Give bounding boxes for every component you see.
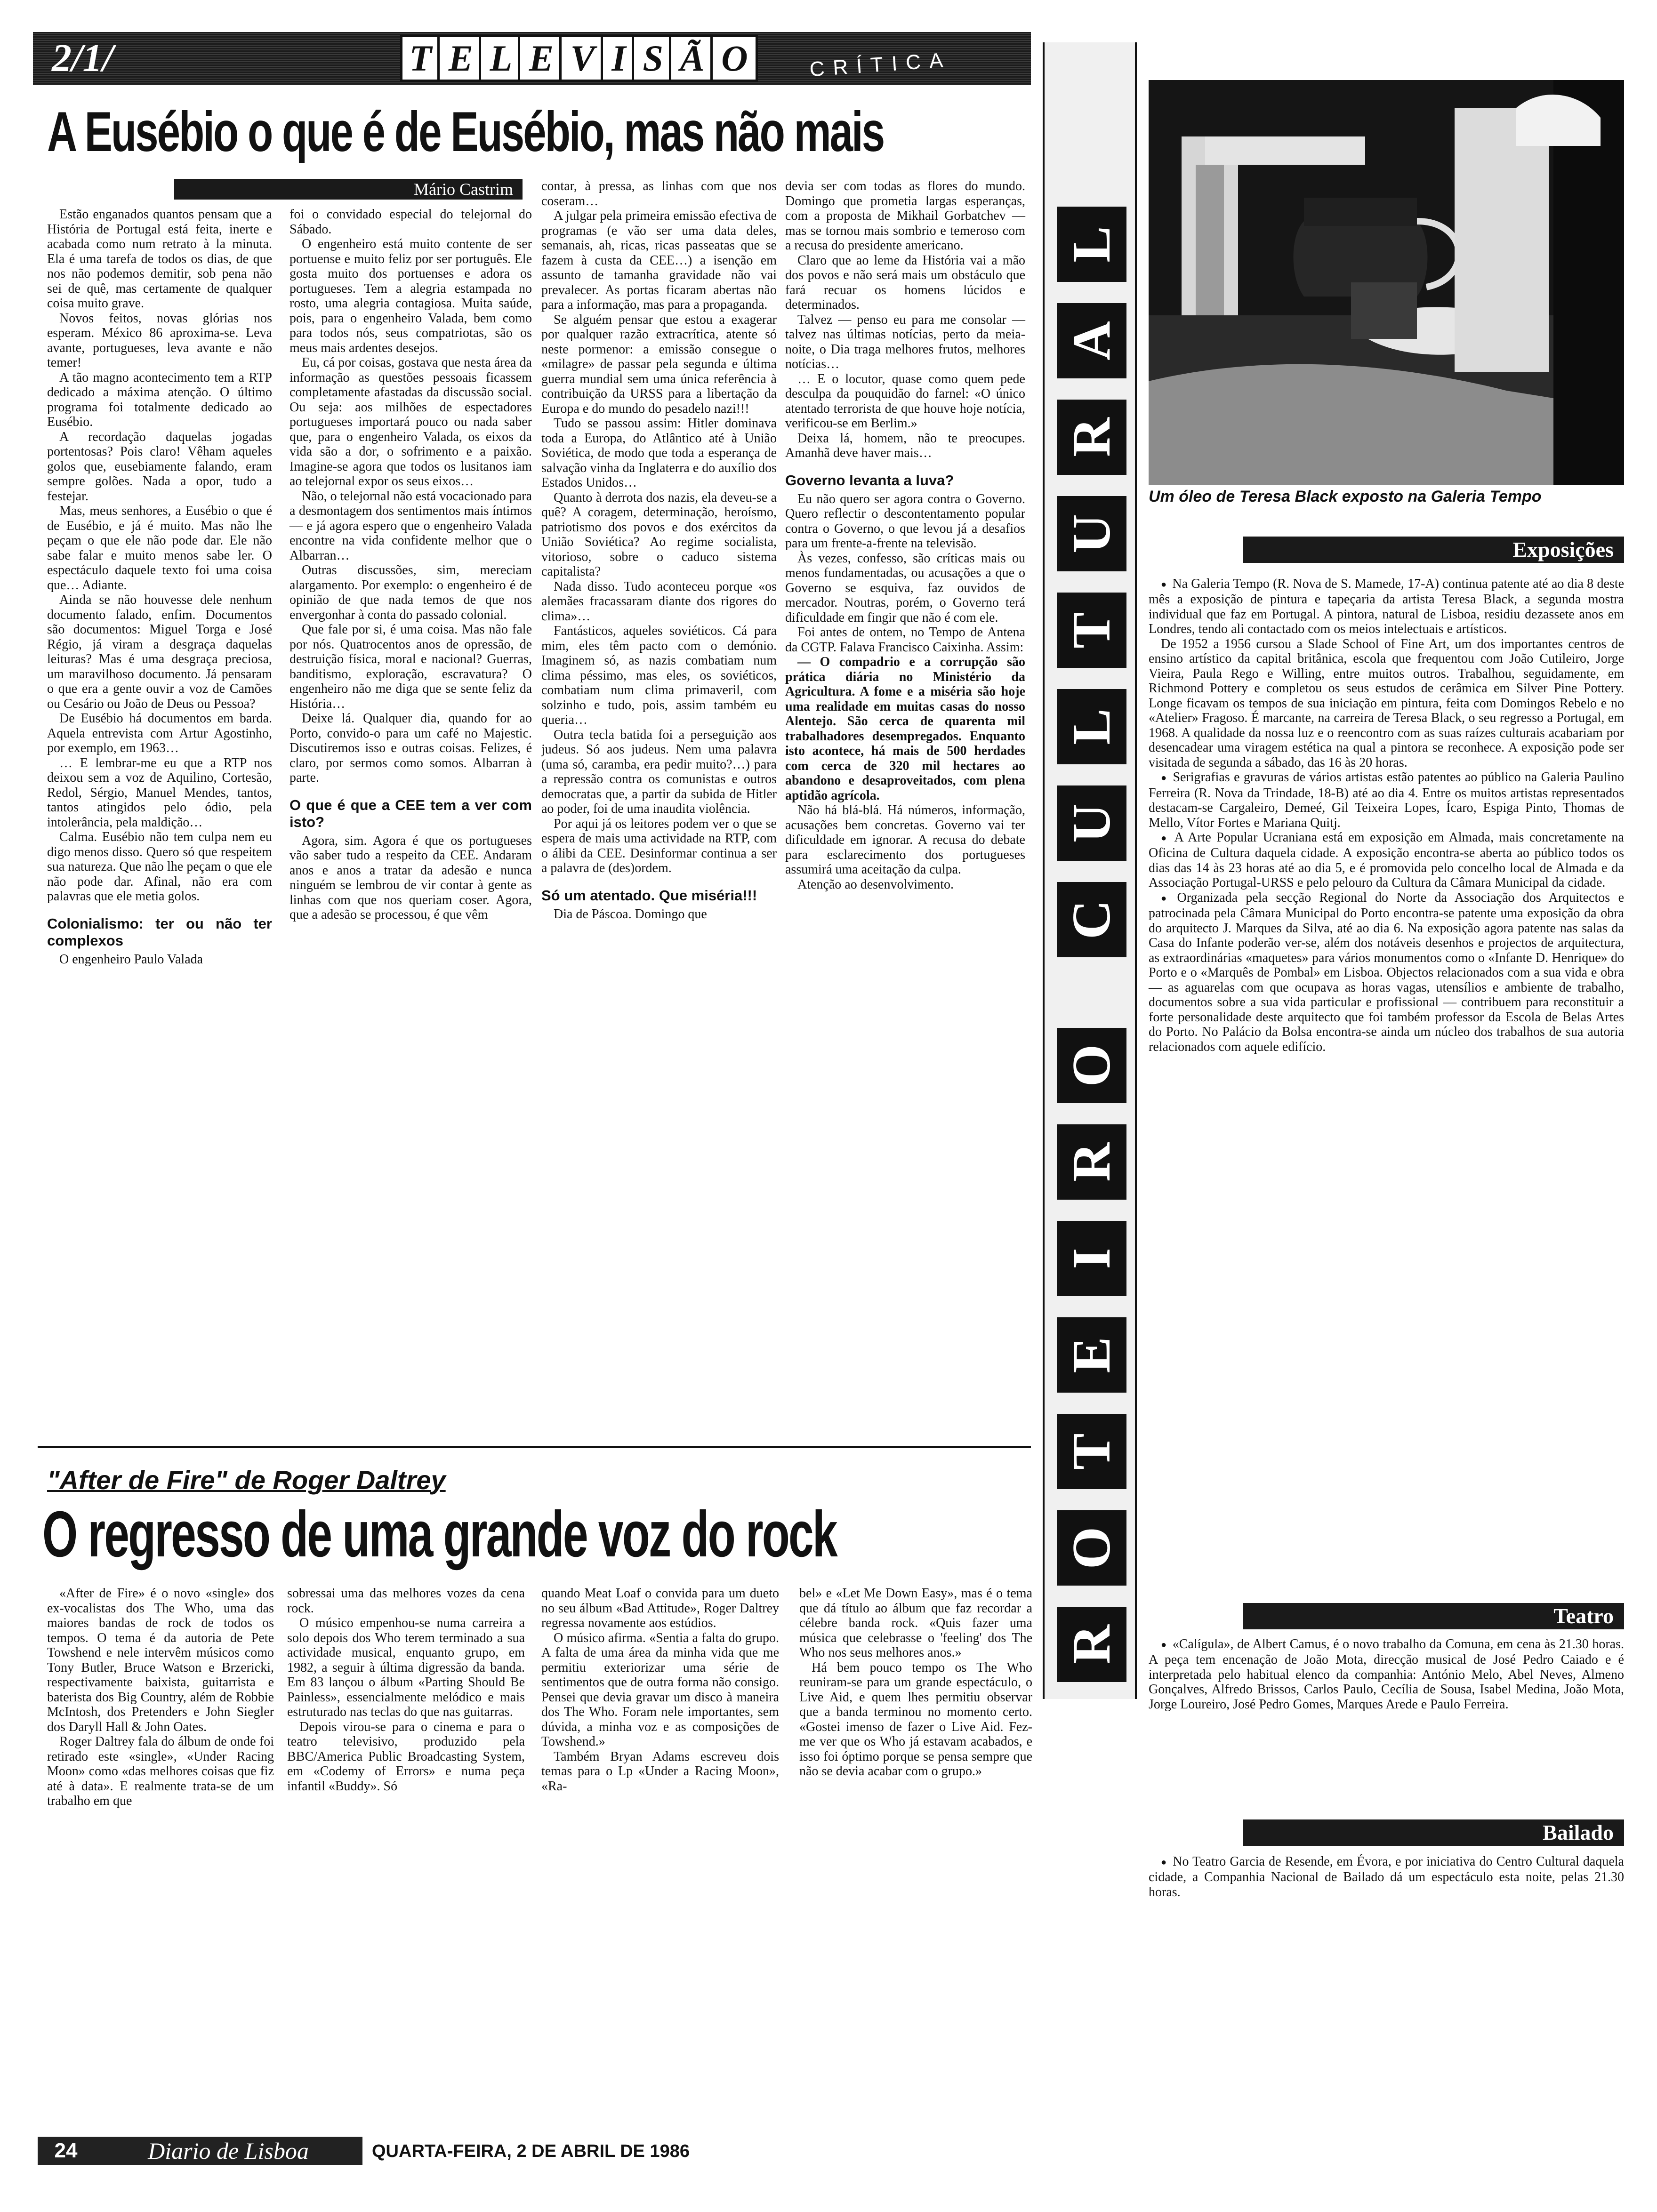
section-bar-teatro: Teatro — [1243, 1603, 1624, 1629]
section-divider — [38, 1446, 1031, 1448]
issue-date: QUARTA-FEIRA, 2 DE ABRIL DE 1986 — [372, 2141, 690, 2161]
band-letter: O — [1057, 1510, 1126, 1586]
article1-byline: Mário Castrim — [174, 179, 523, 200]
paragraph: foi o convidado especial do telejornal do Sábado. — [290, 207, 532, 237]
band-letter: I — [1057, 1221, 1126, 1296]
paragraph: quando Meat Loaf o convida para um dueto no seu álbum «Bad Attitude», Roger Daltrey regressa novamente aos estúdios. — [541, 1586, 779, 1630]
paragraph: Não, o telejornal não está vocacionado para a desmontagem dos sentimentos mais íntimos — e já agora espero que o engenheiro Valada encontre na vida confidente melhor que o Albarran… — [290, 489, 532, 563]
band-letter: L — [1057, 207, 1126, 282]
paragraph: O engenheiro está muito contente de ser portuense e muito feliz por ser português. Ele gosta muito dos portuenses e adora os portugueses. Tem a alegria estampada no rosto, uma alegria contagiosa. Muita saúde, pois, para o engenheiro Valada, bem como para todos nós, seus compatriotas, são os meus mais ardentes desejos. — [290, 237, 532, 355]
band-letter: C — [1057, 882, 1126, 957]
band-letter: U — [1057, 496, 1126, 571]
paragraph: Outras discussões, sim, mereciam alargamento. Por exemplo: o engenheiro é de opinião de que nada temos de que nos envergonhar à conta do passado colonial. — [290, 563, 532, 622]
paragraph: Depois virou-se para o cinema e para o teatro televisivo, produzido pela BBC/America Public Broadcasting System, em «Codemy of Errors» e numa peça infantil «Buddy». Só — [287, 1719, 525, 1794]
article1-column-1 — [47, 207, 272, 967]
paragraph: Novos feitos, novas glórias nos esperam. México 86 aproxima-se. Leva avante, portugueses, leva avante e não temer! — [47, 311, 272, 370]
band-letter: A — [1057, 303, 1126, 378]
paragraph: Eu, cá por coisas, gostava que nesta área da informação as questões pessoais ficassem completamente afastadas da discussão social. Ou seja: aos milhões de espectadores portugueses importará pouco ou nada saber que, para o engenheiro Valada, os eixos da vida são a dor, o sofrimento e a paixão. Imagine-se agora que todos os lusitanos iam ao telejornal expor os seus eixos… — [290, 355, 532, 489]
teatro-text — [1149, 1637, 1624, 1712]
article2-kicker: "After de Fire" de Roger Daltrey — [47, 1465, 446, 1495]
paragraph: Dia de Páscoa. Domingo que — [554, 906, 707, 922]
band-letter: R — [1057, 1607, 1126, 1682]
article1-headline: A Eusébio o que é de Eusébio, mas não mais — [47, 100, 884, 163]
band-letter: R — [1057, 400, 1126, 475]
paragraph: Que fale por si, é uma coisa. Mas não fale por nós. Quatrocentos anos de opressão, de destruição física, moral e nacional? Guerras, banditismo, exploração, escravatura? O engenheiro não me diga que se sente feliz da História… — [290, 622, 532, 711]
bailado-text — [1149, 1854, 1624, 1899]
paragraph: Estão enganados quantos pensam que a História de Portugal está feita, inerte e acabada como num retrato à la minuta. Ela é uma tarefa de todos os dias, de que nos não podemos demitir, sob pena não sei de quê, mas certamente de qualquer coisa muito grave. — [47, 207, 272, 311]
paragraph: Roger Daltrey fala do álbum de onde foi retirado este «single», «Under Racing Moon» como «das melhores coisas que fiz até à data». E realmente trata-se de um trabalho em que — [47, 1734, 274, 1808]
paragraph: Claro que ao leme da História vai a mão dos povos e não será mais um obstáculo que fará recuar os homens lúcidos e determinados. — [785, 253, 1025, 312]
section-title-letter: O — [721, 38, 749, 79]
paragraph: sobressai uma das melhores vozes da cena rock. — [287, 1586, 525, 1616]
paragraph: Agora, sim. Agora é que os portugueses vão saber tudo a respeito da CEE. Andaram anos e anos a tratar da adesão e nunca ninguém se lembrou de vir contar à gente as linhas com que nos queriam coser. Agora, que a adesão se processou, é que vêm — [290, 833, 532, 922]
band-letter: T — [1057, 1414, 1126, 1489]
subheading: Governo levanta a luva? — [785, 472, 954, 489]
roteiro-cultural-band — [1043, 42, 1137, 1699]
paragraph: Não há blá-blá. Há números, informação, acusações bem concretas. Governo vai ter dificuldade em ignorar. A recusa do debate para esclarecimento dos portugueses assumirá uma aceitação da culpa. — [785, 803, 1025, 877]
paragraph: De 1952 a 1956 cursou a Slade School of Fine Art, um dos importantes centros de ensino artístico da capital britânica, escola que frequentou com João Cutileiro, Jorge Vieira, Paula Rego e Willing, entre muitos outros. Trabalhou, seguidamente, em Richmond Pottery e completou os seus estudos de cerâmica em Silver Pine Pottery. Longe ficavam os tempos de sua iniciação em pintura, feita com Domingos Rebelo e no «Atelier» Fragoso. É marcante, na carreira de Teresa Black, o seu regresso a Portugal, em 1968. A qualidade da nossa luz e o reencontro com as suas raízes culturais acabariam por desencadear uma viragem estética na qual a pintora se reconhece. A exposição pode ser visitada de segunda a sábado, das 16 às 20 horas. — [1149, 636, 1624, 770]
section-title-letter: L — [485, 37, 520, 80]
paragraph: Há bem pouco tempo os The Who reuniram-se para um grande espectáculo, o Live Aid, e quem lhes permitiu observar que a banda terminou no momento certo. «Gostei imenso de fazer o Live Aid. Fez-me ver que os Who já estavam acabados, e isso foi óptimo porque se pensa sempre que não se devia acabar com o grupo.» — [799, 1660, 1032, 1779]
paragraph: Quanto à derrota dos nazis, ela deveu-se a quê? A coragem, determinação, heroísmo, patriotismo dos povos e dos exércitos da União Soviética? Ao regime socialista, vitorioso, sobre o caduco sistema capitalista? — [541, 490, 777, 579]
band-letter: U — [1057, 785, 1126, 861]
paragraph: Nada disso. Tudo aconteceu porque «os alemães fracassaram diante dos rigores do clima»… — [541, 579, 777, 624]
paragraph: O engenheiro Paulo Valada — [59, 952, 203, 967]
subheading: O que é que a CEE tem a ver com isto? — [290, 796, 532, 830]
paragraph: Se alguém pensar que estou a exagerar por qualquer razão extracrítica, atente só neste pormenor: a emissão consegue o «milagre» de passar pela segunda e última guerra mundial sem uma única referência à contribuição da URSS para a libertação da Europa e do mundo do pesadelo nazi!!! — [541, 312, 777, 416]
paragraph: … E lembrar-me eu que a RTP nos deixou sem a voz de Aquilino, Cortesão, Redol, Sérgio, Manuel Mendes, tantos, tantos atingidos pelo ódio, pela intolerância, pela maldição… — [47, 755, 272, 830]
listing-item: ● No Teatro Garcia de Resende, em Évora, e por iniciativa do Centro Cultural daquela cidade, a Companhia Nacional de Bailado dá um espectáculo esta noite, pelas 21.30 horas. — [1149, 1854, 1624, 1899]
section-title-letter: V — [566, 37, 603, 80]
paragraph: A julgar pela primeira emissão efectiva de programas (e vão ser uma data deles, semanais, ah, ricas, ricas passeatas que se fazem à custa da CEE…) a isenção em assunto de tamanha gravidade não vai prevalecer. As portas ficaram abertas não para a informação, mas para a propaganda. — [541, 208, 777, 312]
paragraph: De Eusébio há documentos em barda. Aquela entrevista com Artur Agostinho, por exemplo, em 1963… — [47, 711, 272, 755]
article1-column-4 — [785, 179, 1025, 892]
paragraph: contar, à pressa, as linhas com que nos coseram… — [541, 179, 777, 208]
paragraph: Ainda se não houvesse dele nenhum documento falado, enfim. Documentos são documentos: Miguel Torga e José Régio, já viram a desgraça daquelas leituras? Mas é uma desgraça preciosa, um maravilhoso documento. Já pensaram o que era a gente ouvir a voz de Camões ou Cesário ou João de Deus ou Pessoa? — [47, 593, 272, 711]
article2-headline: O regresso de uma grande voz do rock — [42, 1498, 837, 1571]
section-title-letter: E — [524, 37, 562, 80]
section-logo: 2/1/ — [52, 36, 113, 80]
paragraph: A tão magno acontecimento tem a RTP dedicado a máxima atenção. O último programa foi totalmente dedicado ao Eusébio. — [47, 370, 272, 429]
article2-column-3 — [541, 1586, 779, 1794]
paragraph: devia ser com todas as flores do mundo. Domingo que prometia largas esperanças, com a proposta de Mikhail Gorbatchev — mas se tornou mais sombrio e temeroso com a recusa do presidente americano. — [785, 179, 1025, 253]
paragraph: Mas, meus senhores, a Eusébio o que é de Eusébio, e já é muito. Mas não lhe peçam o que ele não pode dar. Ele não sabe falar e muito menos sabe ler. O espectáculo daquele texto foi uma coisa que… Adiante. — [47, 504, 272, 593]
paragraph: Tudo se passou assim: Hitler dominava toda a Europa, do Atlântico até à União Soviética, de modo que toda a esperança de salvação vinha da Inglaterra e do auxílio dos Estados Unidos… — [541, 416, 777, 490]
newspaper-name: Diario de Lisboa — [94, 2137, 362, 2165]
band-letter: R — [1057, 1124, 1126, 1200]
section-title-letter: S — [638, 37, 671, 80]
paragraph: bel» e «Let Me Down Easy», mas é o tema que dá título ao álbum que faz recordar a célebre banda rock. «Quis fazer uma música que celebrasse o 'feeling' dos The Who nos seus melhores anos.» — [799, 1586, 1032, 1660]
band-letter: O — [1057, 1028, 1126, 1103]
article1-column-2 — [290, 207, 532, 922]
article1-column-3 — [541, 179, 777, 922]
article2-column-4 — [799, 1586, 1032, 1779]
band-letter: T — [1057, 593, 1126, 668]
photo-caption: Um óleo de Teresa Black exposto na Galeria Tempo — [1149, 488, 1542, 505]
article2-column-2 — [287, 1586, 525, 1794]
paragraph: O músico empenhou-se numa carreira a solo depois dos Who terem terminado a sua actividade musical, enquanto grupo, em 1982, a seguir à última digressão da banda. Em 83 lançou o álbum «Parting Should Be Painless», essencialmente melódico e mais estruturado nas teclas do que nas guitarras. — [287, 1616, 525, 1719]
paragraph: … E o locutor, quase como quem pede desculpa da pouquidão do farnel: «O único atentado terrorista de que houve hoje notícia, verificou-se em Berlim.» — [785, 371, 1025, 431]
section-bar-exposicoes: Exposições — [1243, 537, 1624, 563]
paragraph: Calma. Eusébio não tem culpa nem eu digo menos disso. Quero só que respeitem sua natureza. Que não lhe peçam o que ele não pode dar. Afinal, não era com palavras que ele metia golos. — [47, 830, 272, 904]
paragraph: Às vezes, confesso, são críticas mais ou menos fundamentadas, ou acusações a que o Governo se esquiva, faz ouvidos de mercador. Noutras, porém, o Governo terá dificuldade em fingir que não é com ele. — [785, 551, 1025, 625]
section-bar-bailado: Bailado — [1243, 1819, 1624, 1846]
section-title-letter: I — [607, 37, 634, 80]
section-title-televisao — [400, 35, 758, 82]
listing-item: ● Na Galeria Tempo (R. Nova de S. Mamede, 17-A) continua patente até ao dia 8 deste mês a exposição de pintura e tapeçaria da artista Teresa Black, a segunda mostra individual que faz em Portugal. A pintora, natural de Lisboa, residiu dezassete anos em Londres, tendo ali contactado com os meios intelectuais e artísticos. — [1149, 577, 1624, 637]
paragraph: A recordação daquelas jogadas portentosas? Pois claro! Vêham aqueles golos que, eusebiamente falando, eram sempre golões. Nada a opor, tudo a festejar. — [47, 429, 272, 504]
painting-photo — [1149, 80, 1624, 485]
critica-label: CRÍTICA — [809, 48, 952, 81]
section-title-letter: E — [444, 37, 481, 80]
paragraph: Atenção ao desenvolvimento. — [797, 877, 954, 892]
section-title-letter: Ã — [676, 37, 713, 80]
subheading: Só um atentado. Que miséria!!! — [541, 887, 757, 904]
listing-item: ● Organizada pela secção Regional do Norte da Associação dos Arquitectos e patrocinada pela Câmara Municipal do Porto encontra-se patente uma exposição da obra do arquitecto J. Marques da Silva, até ao dia 6. Na exposição agora patente nas salas da Casa do Infante poderão ver-se, além dos notáveis desenhos e projectos de arquitectura, as extraordinárias «maquetes» para vários monumentos como o «Infante D. Henrique» do Porto e o «Marquês de Pombal» em Lisboa. Objectos relacionados com a sua vida e obra — as aguarelas com que ocupava as horas vagas, utensílios e ambiente de trabalho, documentos sobre a sua vida particular e profissional — contribuem para reconstituir a forte personalidade deste arquitecto que foi também professor da Escola de Belas Artes do Porto. No Palácio da Bolsa encontra-se ainda um núcleo dos trabalhos de sua autoria relacionados com aquele edifício. — [1149, 890, 1624, 1054]
quote-paragraph: — O compadrio e a corrupção são prática diária no Ministério da Agricultura. A fome e a miséria são hoje uma realidade em muitas casas do nosso Alentejo. São cerca de quarenta mil trabalhadores desempregados. Enquanto isto acontece, há mais de 500 herdades com cerca de 320 mil hectares ao abandono e desaproveitados, com plena aptidão agrícola. — [785, 655, 1025, 803]
paragraph: Foi antes de ontem, no Tempo de Antena da CGTP. Falava Francisco Caixinha. Assim: — [785, 625, 1025, 655]
paragraph: Também Bryan Adams escreveu dois temas para o Lp «Under a Racing Moon», «Ra- — [541, 1749, 779, 1794]
paragraph: Fantásticos, aqueles soviéticos. Cá para mim, eles têm pacto com o demónio. Imaginem só, as nazis combatiam num clima péssimo, mas eles, os soviéticos, combatiam num clima primaveril, com solzinho e tudo, pois, assim também eu queria… — [541, 624, 777, 727]
paragraph: Por aqui já os leitores podem ver o que se espera de mais uma actividade na RTP, com o álibi da CEE. Desinformar continua a ser a palavra de (des)ordem. — [541, 816, 777, 875]
painting-image — [1149, 80, 1624, 485]
listing-item: ● Serigrafias e gravuras de vários artistas estão patentes ao público na Galeria Paulino Ferreira (R. Nova da Trindade, 18-B) até ao dia 4. Entre os muitos artistas representados destacam-se Cargaleiro, Demeé, Gil Teixeira Lopes, Ícaro, Espiga Pinto, Thomas de Mello, Vítor Fortes e Mariana Quitj. — [1149, 770, 1624, 830]
section-title-letter: T — [404, 37, 440, 80]
band-letter: L — [1057, 689, 1126, 764]
paragraph: Deixa lá, homem, não te preocupes. Amanhã deve haver mais… — [785, 431, 1025, 460]
listing-item: ● «Calígula», de Albert Camus, é o novo trabalho da Comuna, em cena às 21.30 horas. A peça tem encenação de João Mota, direcção musical de José Pedro Caiado e é interpretada pelo habitual elenco da companhia: António Melo, Abel Neves, Almeno Gonçalves, Alfredo Brissos, Carlos Paulo, Cecília de Sousa, Isabel Medina, João Mota, Jorge Loureiro, José Pedro Gomes, Marques Arede e Paulo Ferreira. — [1149, 1637, 1624, 1712]
article2-column-1 — [47, 1586, 274, 1809]
paragraph: «After de Fire» é o novo «single» dos ex-vocalistas dos The Who, uma das maiores bandas de rock de todos os tempos. O tema é da autoria de Pete Towshend e nele intervêm músicos como Tony Butler, Bruce Watson e Brzericki, respectivamente baixista, guitarrista e baterista dos Big Country, além de Robbie McIntosh, dos Pretenders e John Siegler dos Daryll Hall & John Oates. — [47, 1586, 274, 1734]
paragraph: O músico afirma. «Sentia a falta do grupo. A falta de uma área da minha vida que me permitiu exteriorizar uma série de sentimentos que de outra forma não consigo. Pensei que devia gravar um disco à maneira dos The Who. Foram nele importantes, sem dúvida, a minha voz e as composições de Towshend.» — [541, 1630, 779, 1749]
paragraph: Eu não quero ser agora contra o Governo. Quero reflectir o descontentamento popular contra o Governo, o que levou já a desafios para um frente-a-frente na televisão. — [785, 491, 1025, 551]
listing-item: ● A Arte Popular Ucraniana está em exposição em Almada, mais concretamente na Oficina de Cultura daquela cidade. A exposição encontra-se aberta ao público todos os dias das 14 às 23 horas até ao dia 5, e é promovida pelo concelho local de Almada e da Associação Portugal-URSS e pelo pelouro da Cultura da Câmara Municipal da cidade. — [1149, 830, 1624, 890]
exposicoes-text — [1149, 577, 1624, 1054]
paragraph: Talvez — penso eu para me consolar — talvez nas últimas notícias, perto da meia-noite, o Dia traga melhores frutos, melhores notícias… — [785, 312, 1025, 371]
subheading: Colonialismo: ter ou não ter complexos — [47, 915, 272, 949]
band-letter: E — [1057, 1317, 1126, 1393]
paragraph: Outra tecla batida foi a perseguição aos judeus. Só aos judeus. Nem uma palavra (uma só, caramba, era pedir muito?…) para a repressão contra os comunistas e outros democratas que, a partir da subida de Hitler ao poder, foi de uma inaudita violência. — [541, 727, 777, 816]
page-number: 24 — [38, 2137, 94, 2165]
paragraph: Deixe lá. Qualquer dia, quando for ao Porto, convido-o para um café no Majestic. Discutiremos isso e outras coisas. Felizes, é claro, por sermos como somos. Albarran à parte. — [290, 711, 532, 785]
